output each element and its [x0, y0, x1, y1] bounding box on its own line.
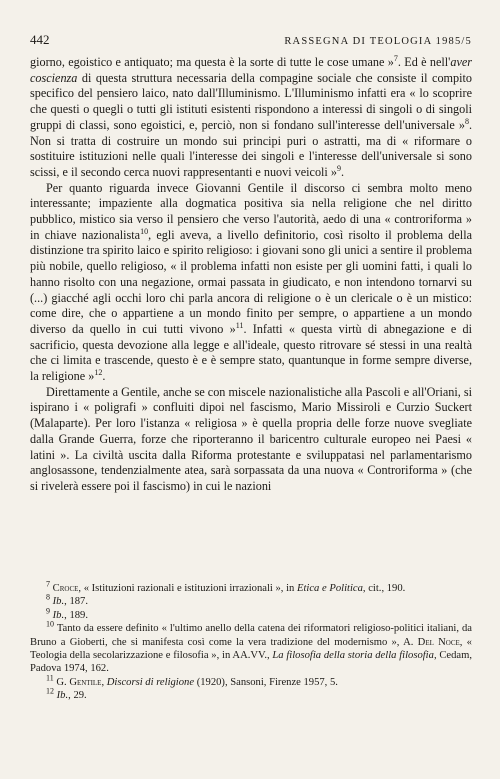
text-run: , Cedam, Padova 1974, 162.	[30, 650, 473, 675]
footnote	[30, 579, 472, 595]
text-run: , 187.	[64, 596, 88, 608]
text-run: Per quanto riguarda invece Giovanni Gentile il discorso ci sembra molto meno interessante; impaziente alla dogmatica positiva sia nella religione che nel diritto pubblico, mistico sia verso il pensiero che verso l'autorità, aedo di una « controriforma » in chiave nazionalista	[30, 180, 472, 242]
footnotes	[30, 579, 473, 703]
running-head: RASSEGNA DI TEOLOGIA 1985/5	[284, 36, 472, 47]
footnote	[30, 686, 472, 702]
footnote-ref: 10	[140, 226, 149, 236]
page-header	[30, 32, 472, 52]
text-run: G.	[56, 676, 70, 688]
italic-text: Ib.	[56, 690, 69, 702]
italic-text: La filosofia della storia della filosofia	[272, 650, 434, 662]
text-run: , cit., 190.	[362, 583, 406, 594]
italic-text: Ib.	[52, 596, 65, 608]
text-run: , egli aveva, a livello definitorio, così risolto il problema della distinzione tra spirito laico e spirito religioso: i giovani sono gli unici a sentire il problema più nobile, quello religioso, « il problema infatti non esiste per gli uomini fatti, i quali lo hanno risolto con una negazione, ormai passata in giudicato, e non intendono tornarvi su (...) giacché agli occhi loro chi parla ancora di religione o è un clericale o è un mistico: come dire, che o appartiene a un mondo finito per sempre, o appartiene a un mondo diverso da quello in cui tutti vivono »	[30, 227, 472, 336]
text-run: . Ed è nell'	[397, 55, 451, 69]
text-run: ,	[101, 676, 107, 688]
italic-text: Discorsi di religione	[106, 676, 195, 688]
text-run: .	[102, 369, 106, 384]
footnote-number: 8	[46, 592, 50, 602]
text-run: giorno, egoistico e antiquato; ma questa è la sorte di tutte le cose umane »	[30, 55, 394, 69]
text-run: Direttamente a Gentile, anche se con miscele nazionalistiche alla Pascoli e all'Oriani, si ispirano i « poligrafi » confluiti dipoi nel fascismo, Mario Missiroli e Curzio Suckert (Malaparte). Per loro l'istanza « religiosa » è quella propria delle forze nuove svegliate dalla Grande Guerra, forze che riporteranno il baricentro culturale europeo nei Paesi « latini ». La civiltà uscita dalla Riforma protestante e sviluppatasi nel parlamentarismo anglosassone, tendenzialmente atea, sarà sorpassata da una nuova « Controriforma » (che si rivelerà essere poi il fascismo) in cui le nazioni	[30, 384, 472, 493]
text-run: Tanto da essere definito « l'ultimo anello della catena dei riformatori religioso-politici italiani, da Bruno a Gioberti, che si manifesta così come la vera tradizione del modernismo », A.	[30, 623, 472, 648]
paragraph	[30, 385, 472, 495]
footnote	[30, 606, 472, 622]
footnote-ref: 11	[235, 320, 244, 330]
footnote-ref: 12	[94, 368, 103, 377]
footnote-number: 12	[46, 686, 54, 696]
text-run: . Infatti « questa virtù di abnegazione e di sacrificio, questa devozione alla legge e all'ideale, questo ritrovare sé stessi in una realtà che ci limita e trascende, questo è e è sempre stato, quantunque in forme sempre diverse, la religione »	[30, 321, 472, 384]
footnote-ref: 7	[393, 53, 398, 63]
text-run: , 189.	[64, 609, 88, 621]
page-number: 442	[30, 32, 50, 47]
text-run: .	[340, 164, 345, 179]
author-name: Del Noce	[417, 636, 460, 648]
footnote	[30, 673, 472, 689]
paragraph	[30, 55, 472, 181]
footnote-ref: 9	[336, 163, 341, 173]
author-name: Croce	[52, 583, 79, 594]
text-run: , 29.	[68, 690, 87, 702]
footnote	[30, 592, 472, 608]
text-run: di questa struttura necessaria della compagine sociale che consiste il compito specifico del pensiero laico, nato dall'Illuminismo. L'Illuminismo infatti era « lo scoprire che questi o quegli o tutti gli istituti esistenti rispondono a interessi di singoli o di singoli gruppi di classi, sono egoistici, e, perciò, non si fondano sull'interesse dell'universale »	[30, 70, 472, 132]
footnote-number: 9	[46, 606, 50, 616]
footnote-ref: 8	[464, 116, 469, 126]
text-run: , « Istituzioni razionali e istituzioni irrazionali », in	[78, 583, 297, 594]
body-text	[30, 55, 472, 495]
text-run: , « Teologia della secolarizzazione e filosofia », in AA.VV.,	[30, 636, 472, 662]
text-run: . Non si tratta di costruire un mondo sui principi puri o astratti, ma di « riformare o sostituire istituzioni nelle quali l'interesse dei singoli e l'interesse dell'universale si sono scissi, e il secondo cerca nuovi rappresentanti e nuovi veicoli »	[30, 117, 472, 179]
italic-text: aver coscienza	[30, 55, 472, 85]
italic-text: Etica e Politica	[297, 583, 363, 594]
author-name: Gentile	[69, 676, 102, 688]
text-run: (1920), Sansoni, Firenze 1957, 5.	[194, 676, 338, 688]
italic-text: Ib.	[52, 609, 65, 621]
footnote	[30, 619, 473, 676]
footnote-number: 7	[46, 579, 50, 589]
footnote-number: 10	[46, 619, 54, 629]
paragraph	[30, 181, 472, 385]
footnote-number: 11	[46, 673, 54, 683]
